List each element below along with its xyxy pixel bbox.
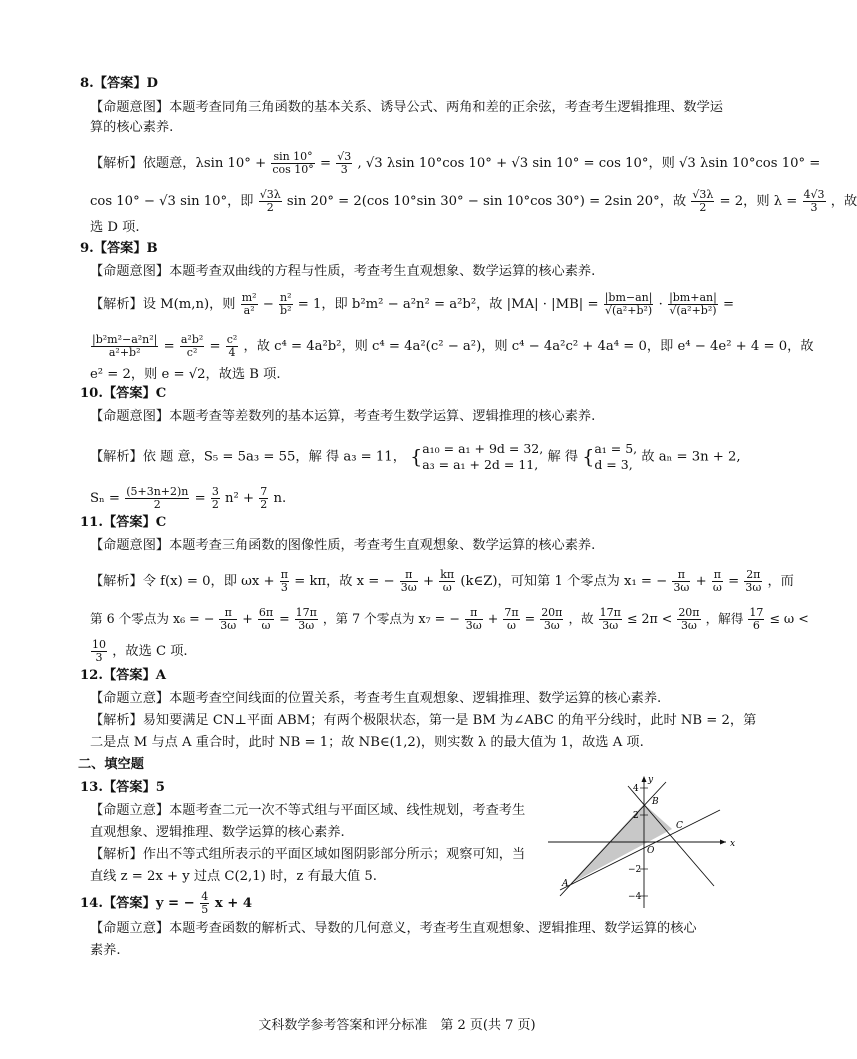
q8-solution-line2: cos 10° − √3 sin 10°，即 $\frac{√3\lambda}{2}$ sin 20° = 2(cos 10°sin 30° − sin 10°cos 30°) = 2sin 20°，故 $\frac{√3\lambda}{2}$ = 2，则 λ = $\frac{4√3}{3}$ ，故 xyxy=(90,188,857,214)
q9-answer: 9.【答案】B xyxy=(80,241,158,256)
q13-solution-line1: 【解析】作出不等式组所表示的平面区域如图阴影部分所示；观察可知，当 xyxy=(90,847,526,862)
q8-solution-line1: 【解析】依题意，λsin 10° + $\frac{\sin 10^\circ}{\cos 10^\circ}$ = $\frac{√3}{3}$ , √3 λsin 10°cos 10° + √3 sin 10° = cos 10°，则 √3 λsin 10°cos 10° = xyxy=(90,150,821,176)
q14-answer: 14.【答案】y = − $\frac{4}{5}$ x + 4 xyxy=(80,890,253,916)
label-origin: O xyxy=(647,846,655,856)
q9-solution-line3: e² = 2，则 e = √2，故选 B 项. xyxy=(90,367,281,382)
x-axis-arrow-icon xyxy=(720,840,726,845)
q10-solution-line2: Sₙ = $\frac{(5+3n+2)n}{2}$ = $\frac{3}{2}$ n² + $\frac{7}{2}$ n. xyxy=(90,485,287,511)
page-footer: 文科数学参考答案和评分标准 第 2 页(共 7 页) xyxy=(258,1018,536,1033)
q11-answer: 11.【答案】C xyxy=(80,515,167,530)
label-minus-2: −2 xyxy=(628,865,642,875)
q14-intent-line2: 素养. xyxy=(90,943,121,958)
label-point-b: B xyxy=(652,797,659,807)
y-axis-arrow-icon xyxy=(642,776,647,782)
q13-solution-line2: 直线 z = 2x + y 过点 C(2,1) 时，z 有最大值 5. xyxy=(90,869,378,884)
q9-intent: 【命题意图】本题考查双曲线的方程与性质，考查考生直观想象、数学运算的核心素养. xyxy=(90,264,596,279)
q9-solution-line2: $\frac{\text{|b²m²−a²n²|}}{\text{a²+b²}}$ = $\frac{\text{a²b²}}{\text{c²}}$ = $\frac{\text{c²}}{4}$ ，故 c⁴ = 4a²b²，则 c⁴ = 4a²(c² − a²)，则 c⁴ − 4a²c² + 4a⁴ = 0，即 e⁴ − 4e² + 4 = 0，故 xyxy=(92,333,814,359)
q11-intent: 【命题意图】本题考查三角函数的图像性质，考查考生直观想象、数学运算的核心素养. xyxy=(90,538,596,553)
feasible-region-graph xyxy=(548,774,738,908)
q10-solution-line1: 【解析】依 题 意，S₅ = 5a₃ = 55，解 得 a₃ = 11， { a₁₀ = a₁ + 9d = 32, a₃ = a₁ + 2d = 11, 解 得 { a₁ = 5, d = 3, 故 aₙ = 3n + 2, xyxy=(90,441,741,472)
q13-intent-line1: 【命题立意】本题考查二元一次不等式组与平面区域、线性规划，考查考生 xyxy=(90,803,526,818)
q13-answer: 13.【答案】5 xyxy=(80,780,165,795)
x-label: x xyxy=(730,839,736,849)
q14-intent-line1: 【命题立意】本题考查函数的解析式、导数的几何意义，考查考生直观想象、逻辑推理、数学运算的核心 xyxy=(90,921,697,936)
label-point-a: A xyxy=(562,879,569,889)
label-minus-4: −4 xyxy=(628,892,642,902)
label-4: 4 xyxy=(633,784,639,794)
y-label: y xyxy=(648,775,654,785)
q11-solution-line1: 【解析】令 f(x) = 0，即 ωx + $\frac{\pi}{3}$ = kπ，故 x = − $\frac{\pi}{3\omega}$ + $\frac{k\pi}{\omega}$ (k∈Z)，可知第 1 个零点为 x₁ = − $\frac{\pi}{3\omega}$ + $\frac{\pi}{\omega}$ = $\frac{2\pi}{3\omega}$ ，而 xyxy=(90,568,794,594)
label-2: 2 xyxy=(633,811,639,821)
q8-answer: 8.【答案】D xyxy=(80,76,158,91)
shaded-region xyxy=(570,804,672,884)
q12-answer: 12.【答案】A xyxy=(80,668,166,683)
q8-solution-line3: 选 D 项. xyxy=(90,220,140,235)
q8-intent-line1: 【命题意图】本题考查同角三角函数的基本关系、诱导公式、两角和差的正余弦，考查考生逻辑推理、数学运 xyxy=(90,100,723,115)
label-point-c: C xyxy=(676,821,683,831)
q10-answer: 10.【答案】C xyxy=(80,386,167,401)
q8-intent-line2: 算的核心素养. xyxy=(90,120,174,135)
q11-solution-line3: $\frac{10}{3}$ ，故选 C 项. xyxy=(92,638,188,664)
q11-solution-line2: 第 6 个零点为 x₆ = − $\frac{\pi}{3\omega}$ + $\frac{6\pi}{\omega}$ = $\frac{17\pi}{3\omega}$ ，第 7 个零点为 x₇ = − $\frac{\pi}{3\omega}$ + $\frac{7\pi}{\omega}$ = $\frac{20\pi}{3\omega}$ ，故 $\frac{17\pi}{3\omega}$ ≤ 2π < $\frac{20\pi}{3\omega}$ ，解得 $\frac{17}{6}$ ≤ ω < xyxy=(90,606,809,632)
q12-solution-line1: 【解析】易知要满足 CN⊥平面 ABM；有两个极限状态，第一是 BM 为∠ABC 的角平分线时，此时 NB = 2，第 xyxy=(90,713,757,728)
section-heading-fill-in: 二、填空题 xyxy=(78,757,144,772)
q9-solution-line1: 【解析】设 M(m,n)，则 $\frac{\text{m²}}{\text{a²}}$ − $\frac{\text{n²}}{\text{b²}}$ = 1，即 b²m² − a²n² = a²b²，故 |MA| · |MB| = $\frac{|bm-an|}{\text{√(a²+b²)}}$ · $\frac{|bm+an|}{\text{√(a²+b²)}}$ = xyxy=(90,291,735,317)
q10-intent: 【命题意图】本题考查等差数列的基本运算，考查考生数学运算、逻辑推理的核心素养. xyxy=(90,409,596,424)
q12-solution-line2: 二是点 M 与点 A 重合时，此时 NB = 1；故 NB∈(1,2)，则实数 λ 的最大值为 1，故选 A 项. xyxy=(90,735,644,750)
q13-intent-line2: 直观想象、逻辑推理、数学运算的核心素养. xyxy=(90,825,345,840)
q12-intent: 【命题立意】本题考查空间线面的位置关系，考查考生直观想象、逻辑推理、数学运算的核心素养. xyxy=(90,691,662,706)
